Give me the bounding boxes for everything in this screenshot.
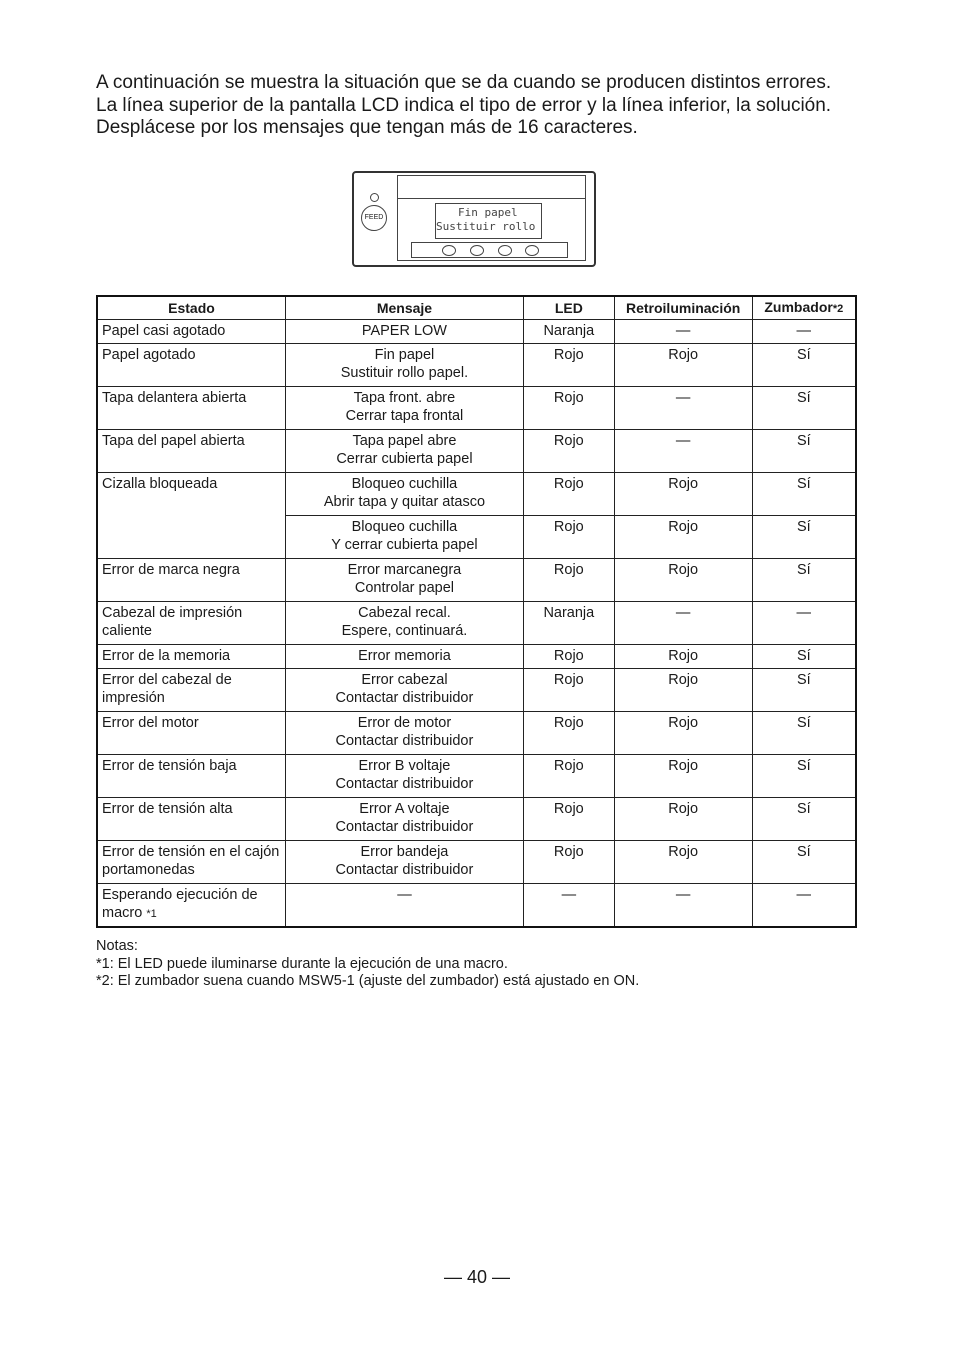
cell-retroiluminacion: —	[614, 320, 752, 344]
cell-mensaje	[285, 559, 523, 602]
cell-estado	[97, 559, 285, 602]
table-row	[97, 645, 856, 669]
cell-zumbador: Sí	[752, 473, 856, 516]
cell-zumbador: —	[752, 884, 856, 928]
message-line: Bloqueo cuchilla	[351, 519, 458, 535]
lcd-line-2: Sustituir rollo	[436, 220, 536, 233]
cell-estado: Cizalla bloqueada	[97, 473, 285, 559]
indicator-led-icon	[442, 245, 456, 256]
table-row	[97, 841, 856, 884]
cell-led: Rojo	[523, 344, 614, 387]
panel-divider	[398, 198, 585, 199]
cell-estado-text: Papel agotado	[102, 347, 196, 363]
message-line: Error bandeja	[360, 844, 449, 860]
cell-estado	[97, 387, 285, 430]
cell-led: Rojo	[523, 516, 614, 559]
cell-led: Naranja	[523, 602, 614, 645]
indicator-led-bar	[411, 242, 568, 258]
cell-estado	[97, 884, 285, 928]
cell-zumbador: Sí	[752, 669, 856, 712]
table-row	[97, 387, 856, 430]
cell-estado	[97, 841, 285, 884]
cell-led: Rojo	[523, 712, 614, 755]
cell-led: Rojo	[523, 645, 614, 669]
cell-estado	[97, 344, 285, 387]
header-zumbador-label: Zumbador	[764, 299, 833, 315]
message-line: Contactar distribuidor	[335, 776, 474, 792]
cell-mensaje	[285, 884, 523, 928]
table-row	[97, 798, 856, 841]
cell-estado-text: Error de la memoria	[102, 648, 231, 664]
cell-retroiluminacion: Rojo	[614, 473, 752, 516]
cell-estado	[97, 602, 285, 645]
cell-estado-text: Tapa delantera abierta	[102, 390, 247, 406]
page-number: — 40 —	[443, 1267, 511, 1287]
cell-retroiluminacion: Rojo	[614, 669, 752, 712]
cell-estado-text: Error de tensión en el cajón portamonedas	[102, 844, 280, 878]
table-header-row	[97, 296, 856, 320]
cell-retroiluminacion: —	[614, 602, 752, 645]
message-line: PAPER LOW	[361, 323, 447, 339]
message-line: Contactar distribuidor	[335, 733, 474, 749]
table-row	[97, 320, 856, 344]
message-line: Error marcanegra	[347, 562, 462, 578]
cell-estado-text: Error de marca negra	[102, 562, 240, 578]
message-line: Controlar papel	[354, 580, 455, 596]
cell-zumbador: Sí	[752, 387, 856, 430]
table-row	[97, 473, 856, 516]
cell-estado	[97, 798, 285, 841]
cell-estado-text: Error del cabezal de impresión	[102, 672, 232, 706]
cell-mensaje	[285, 473, 523, 516]
message-line: Contactar distribuidor	[335, 690, 474, 706]
cell-zumbador: Sí	[752, 798, 856, 841]
cell-retroiluminacion: Rojo	[614, 344, 752, 387]
message-line: Error B voltaje	[358, 758, 451, 774]
cell-zumbador: Sí	[752, 645, 856, 669]
message-line: Sustituir rollo papel.	[340, 365, 469, 381]
cell-led: Rojo	[523, 798, 614, 841]
cell-retroiluminacion: Rojo	[614, 516, 752, 559]
cell-estado-text: Error de tensión alta	[102, 801, 233, 817]
cell-retroiluminacion: Rojo	[614, 559, 752, 602]
cell-led: Rojo	[523, 755, 614, 798]
cell-estado-text: Papel casi agotado	[102, 323, 226, 339]
cell-led: Rojo	[523, 473, 614, 516]
message-line: Error de motor	[357, 715, 452, 731]
header-mensaje: Mensaje	[285, 296, 523, 320]
message-line: Fin papel	[374, 347, 435, 363]
message-line: Error A voltaje	[359, 801, 450, 817]
table-row	[97, 430, 856, 473]
cell-zumbador: Sí	[752, 516, 856, 559]
notes	[96, 938, 856, 991]
table-row	[97, 602, 856, 645]
indicator-led-icon	[470, 245, 484, 256]
cell-mensaje	[285, 798, 523, 841]
notes-title: Notas:	[96, 938, 138, 954]
message-line: Bloqueo cuchilla	[351, 476, 458, 492]
header-estado: Estado	[97, 296, 285, 320]
cell-retroiluminacion: —	[614, 884, 752, 928]
cell-led: Rojo	[523, 387, 614, 430]
header-retroiluminacion: Retroiluminación	[614, 296, 752, 320]
cell-mensaje	[285, 669, 523, 712]
cell-zumbador: Sí	[752, 344, 856, 387]
header-zumbador	[752, 296, 856, 320]
cell-mensaje	[285, 755, 523, 798]
table-row	[97, 669, 856, 712]
indicator-led-icon	[525, 245, 539, 256]
error-table	[96, 295, 857, 928]
header-led: LED	[523, 296, 614, 320]
power-led-icon	[370, 193, 379, 202]
message-line: Tapa front. abre	[353, 390, 456, 406]
indicator-led-icon	[498, 245, 512, 256]
message-line: Abrir tapa y quitar atasco	[323, 494, 486, 510]
cell-retroiluminacion: Rojo	[614, 712, 752, 755]
cell-estado-note: *1	[146, 908, 157, 920]
cell-zumbador: Sí	[752, 841, 856, 884]
cell-retroiluminacion: —	[614, 430, 752, 473]
printer-panel-illustration	[352, 171, 596, 267]
cell-estado	[97, 430, 285, 473]
cell-estado-text: Cabezal de impresión caliente	[102, 605, 243, 639]
message-line: Contactar distribuidor	[335, 862, 474, 878]
message-line: —	[397, 887, 412, 903]
cell-mensaje	[285, 602, 523, 645]
cell-estado	[97, 669, 285, 712]
intro-paragraph-2: La línea superior de la pantalla LCD indica el tipo de error y la línea inferior, la solución. Desplácese por los mensajes que tengan más de 16 caracteres.	[96, 94, 832, 138]
cell-retroiluminacion: —	[614, 387, 752, 430]
cell-led: Rojo	[523, 669, 614, 712]
cell-retroiluminacion: Rojo	[614, 755, 752, 798]
cell-mensaje	[285, 430, 523, 473]
cell-led: —	[523, 884, 614, 928]
table-row	[97, 712, 856, 755]
message-line: Cerrar cubierta papel	[336, 451, 473, 467]
intro-paragraph-1: A continuación se muestra la situación que se da cuando se producen distintos errores.	[96, 72, 832, 93]
cell-estado	[97, 755, 285, 798]
feed-group	[360, 187, 388, 237]
cell-estado	[97, 320, 285, 344]
cell-estado	[97, 712, 285, 755]
cell-retroiluminacion: Rojo	[614, 798, 752, 841]
cell-led: Rojo	[523, 430, 614, 473]
cell-led: Naranja	[523, 320, 614, 344]
message-line: Error memoria	[358, 648, 451, 664]
cell-zumbador: —	[752, 602, 856, 645]
cell-mensaje	[285, 645, 523, 669]
cell-mensaje	[285, 516, 523, 559]
note-item: *2: El zumbador suena cuando MSW5-1 (ajuste del zumbador) está ajustado en ON.	[96, 973, 640, 989]
cell-zumbador: —	[752, 320, 856, 344]
cell-estado	[97, 645, 285, 669]
cell-led: Rojo	[523, 841, 614, 884]
cell-retroiluminacion: Rojo	[614, 645, 752, 669]
message-line: Espere, continuará.	[341, 623, 468, 639]
cell-zumbador: Sí	[752, 712, 856, 755]
message-line: Y cerrar cubierta papel	[331, 537, 478, 553]
feed-button: FEED	[361, 205, 387, 231]
lcd-line-1: Fin papel	[458, 206, 518, 219]
cell-zumbador: Sí	[752, 755, 856, 798]
note-item: *1: El LED puede iluminarse durante la ejecución de una macro.	[96, 955, 508, 972]
cell-led: Rojo	[523, 559, 614, 602]
cell-zumbador: Sí	[752, 559, 856, 602]
cell-mensaje	[285, 344, 523, 387]
table-row	[97, 884, 856, 928]
message-line: Cabezal recal.	[358, 605, 451, 621]
message-line: Cerrar tapa frontal	[345, 408, 464, 424]
cell-mensaje	[285, 320, 523, 344]
panel-frame	[397, 175, 586, 261]
cell-estado-text: Tapa del papel abierta	[102, 433, 245, 449]
cell-zumbador: Sí	[752, 430, 856, 473]
cell-mensaje	[285, 387, 523, 430]
message-line: Error cabezal	[361, 672, 448, 688]
lcd-display	[435, 203, 542, 239]
table-row	[97, 344, 856, 387]
header-zumbador-note: *2	[832, 303, 844, 315]
intro-text	[96, 72, 876, 140]
cell-estado-text: Error de tensión baja	[102, 758, 237, 774]
message-line: Tapa papel abre	[352, 433, 457, 449]
cell-mensaje	[285, 841, 523, 884]
cell-estado-text: Error del motor	[102, 715, 199, 731]
cell-retroiluminacion: Rojo	[614, 841, 752, 884]
table-row	[97, 559, 856, 602]
table-row	[97, 755, 856, 798]
cell-mensaje	[285, 712, 523, 755]
message-line: Contactar distribuidor	[335, 819, 474, 835]
cell-estado-text: Esperando ejecución de macro	[102, 887, 258, 921]
